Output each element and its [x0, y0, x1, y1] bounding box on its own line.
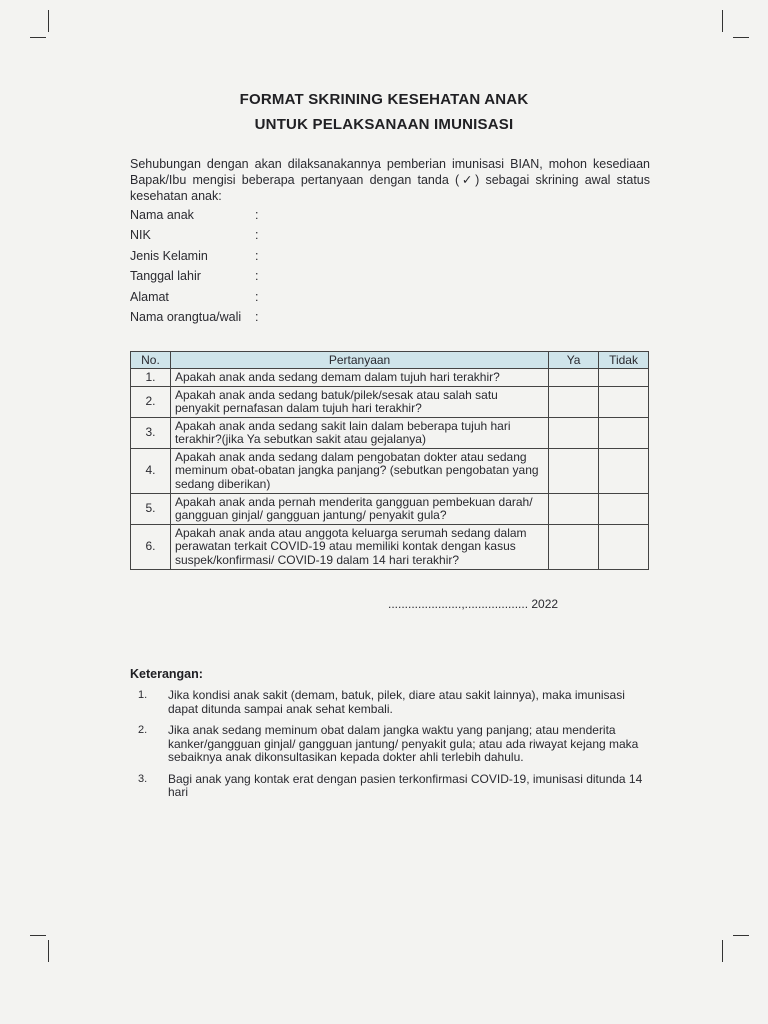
no-checkbox-cell[interactable] [599, 369, 649, 387]
table-row [131, 525, 649, 570]
list-item [138, 724, 650, 765]
row-question: Apakah anak anda sedang sakit lain dalam beberapa tujuh hari terakhir?(jika Ya sebutkan sakit atau gejalanya) [170, 418, 548, 449]
no-checkbox-cell[interactable] [599, 494, 649, 525]
page-title: FORMAT SKRINING KESEHATAN ANAK [239, 91, 529, 108]
note-text: Jika kondisi anak sakit (demam, batuk, pilek, diare atau sakit lainnya), maka imunisasi dapat ditunda sampai anak sehat kembali. [168, 688, 625, 716]
row-question: Apakah anak anda sedang dalam pengobatan dokter atau sedang meminum obat-obatan jangka panjang? (sebutkan pengobatan yang sedang diberikan) [170, 449, 548, 494]
notes-list [138, 689, 650, 800]
table-row [131, 418, 649, 449]
table-row [131, 387, 649, 418]
notes-title: Keterangan: [130, 667, 203, 681]
note-number: 1. [138, 689, 148, 701]
field-nama-anak[interactable] [130, 205, 259, 225]
crop-mark [48, 940, 49, 962]
field-label: Jenis Kelamin [130, 248, 208, 263]
field-colon: : [255, 289, 259, 304]
yes-checkbox-cell[interactable] [549, 449, 599, 494]
crop-mark [722, 940, 723, 962]
header-no-answer: Tidak [599, 352, 649, 369]
list-item [138, 689, 650, 716]
field-colon: : [255, 269, 259, 284]
field-label: Nama orangtua/wali [130, 309, 242, 324]
yes-checkbox-cell[interactable] [549, 369, 599, 387]
field-nama-orangtua[interactable] [130, 307, 259, 327]
field-nik[interactable] [130, 225, 259, 245]
header-no: No. [131, 352, 171, 369]
row-question: Apakah anak anda pernah menderita gangguan pembekuan darah/ gangguan ginjal/ gangguan jantung/ penyakit gula? [170, 494, 548, 525]
table-row [131, 494, 649, 525]
intro-paragraph: Sehubungan dengan akan dilaksanakannya pemberian imunisasi BIAN, mohon kesediaan Bapak/Ibu mengisi beberapa pertanyaan dengan tanda (✓) sebagai skrining awal status kesehatan anak: [130, 157, 650, 203]
date-line[interactable]: ......................,................... 2022 [388, 597, 559, 611]
note-number: 2. [138, 724, 148, 736]
field-label: Alamat [130, 289, 169, 304]
note-text: Bagi anak yang kontak erat dengan pasien terkonfirmasi COVID-19, imunisasi ditunda 14 hari [168, 771, 643, 799]
page-subtitle: UNTUK PELAKSANAAN IMUNISASI [254, 116, 514, 133]
field-colon: : [255, 248, 259, 263]
crop-mark [733, 935, 749, 936]
no-checkbox-cell[interactable] [599, 418, 649, 449]
table-row [131, 449, 649, 494]
identity-fields [130, 205, 259, 327]
field-label: NIK [130, 228, 151, 243]
crop-mark [30, 37, 46, 38]
row-number: 2. [131, 387, 171, 418]
crop-mark [48, 10, 49, 32]
row-question: Apakah anak anda sedang demam dalam tujuh hari terakhir? [170, 369, 548, 387]
field-alamat[interactable] [130, 287, 259, 307]
row-number: 5. [131, 494, 171, 525]
yes-checkbox-cell[interactable] [549, 418, 599, 449]
crop-mark [722, 10, 723, 32]
note-number: 3. [138, 772, 148, 785]
crop-mark [733, 37, 749, 38]
table-row [131, 369, 649, 387]
header-yes: Ya [549, 352, 599, 369]
field-colon: : [255, 208, 259, 222]
field-tanggal-lahir[interactable] [130, 266, 259, 286]
row-question: Apakah anak anda atau anggota keluarga serumah sedang dalam perawatan terkait COVID-19 atau memiliki kontak dengan kasus suspek/konfirmasi/ COVID-19 dalam 14 hari terakhir? [170, 525, 548, 570]
row-number: 6. [131, 525, 171, 570]
row-number: 1. [131, 369, 171, 387]
field-label: Nama anak [130, 208, 194, 222]
yes-checkbox-cell[interactable] [549, 387, 599, 418]
no-checkbox-cell[interactable] [599, 449, 649, 494]
field-jenis-kelamin[interactable] [130, 246, 259, 266]
yes-checkbox-cell[interactable] [549, 494, 599, 525]
table-header-row [131, 352, 649, 369]
yes-checkbox-cell[interactable] [549, 525, 599, 570]
list-item [138, 773, 650, 800]
row-number: 4. [131, 449, 171, 494]
header-question: Pertanyaan [170, 352, 548, 369]
field-colon: : [255, 309, 259, 324]
no-checkbox-cell[interactable] [599, 387, 649, 418]
row-number: 3. [131, 418, 171, 449]
no-checkbox-cell[interactable] [599, 525, 649, 570]
row-question: Apakah anak anda sedang batuk/pilek/sesak atau salah satu penyakit pernafasan dalam tujuh hari terakhir? [170, 387, 548, 418]
crop-mark [30, 935, 46, 936]
field-colon: : [255, 228, 259, 243]
screening-table [130, 351, 649, 570]
note-text: Jika anak sedang meminum obat dalam jangka waktu yang panjang; atau menderita kanker/gangguan ginjal/ gangguan jantung/ penyakit gula; atau ada riwayat kejang maka sebaiknya anak dikonsultasikan kepada dokter ahli terlebih dahulu. [168, 723, 639, 764]
field-label: Tanggal lahir [130, 269, 201, 284]
